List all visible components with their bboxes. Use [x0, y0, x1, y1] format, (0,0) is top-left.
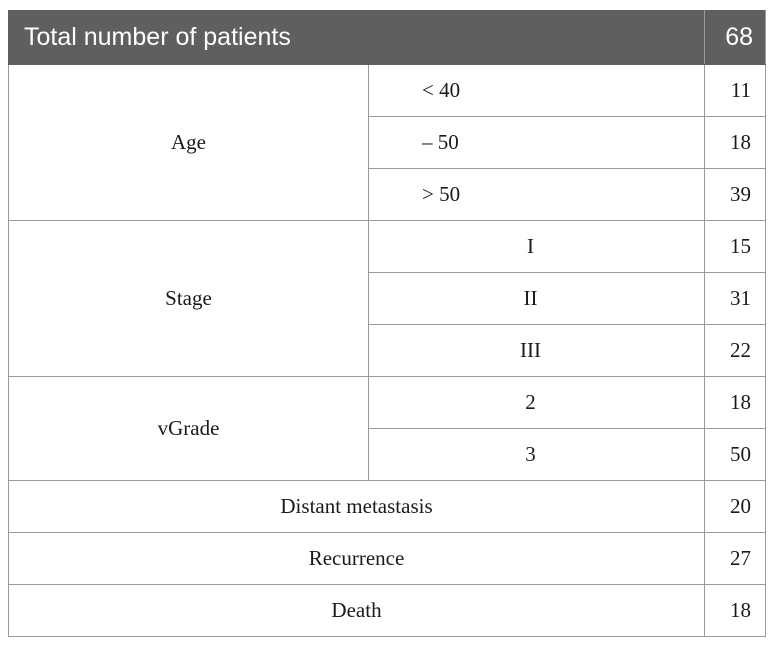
table-row — [9, 65, 766, 117]
header-total-value: 68 — [705, 11, 766, 65]
table-row — [9, 481, 766, 533]
count-value: 50 — [705, 429, 766, 481]
patients-table — [8, 10, 766, 637]
count-value: 18 — [705, 585, 766, 637]
count-value: 11 — [705, 65, 766, 117]
table-header-row — [9, 11, 766, 65]
patients-table-container — [8, 10, 766, 637]
table-row — [9, 585, 766, 637]
subgroup-label: 3 — [369, 429, 705, 481]
group-label-age: Age — [9, 65, 369, 221]
table-row — [9, 533, 766, 585]
row-label-recurrence: Recurrence — [9, 533, 705, 585]
table-row — [9, 221, 766, 273]
count-value: 31 — [705, 273, 766, 325]
count-value: 18 — [705, 117, 766, 169]
count-value: 18 — [705, 377, 766, 429]
group-label-stage: Stage — [9, 221, 369, 377]
group-label-grade: vGrade — [9, 377, 369, 481]
count-value: 22 — [705, 325, 766, 377]
subgroup-label: – 50 — [369, 117, 705, 169]
row-label-death: Death — [9, 585, 705, 637]
subgroup-label: > 50 — [369, 169, 705, 221]
subgroup-label: II — [369, 273, 705, 325]
row-label-distant-metastasis: Distant metastasis — [9, 481, 705, 533]
count-value: 15 — [705, 221, 766, 273]
subgroup-label: III — [369, 325, 705, 377]
count-value: 39 — [705, 169, 766, 221]
subgroup-label: < 40 — [369, 65, 705, 117]
count-value: 20 — [705, 481, 766, 533]
subgroup-label: I — [369, 221, 705, 273]
subgroup-label: 2 — [369, 377, 705, 429]
header-label: Total number of patients — [9, 11, 705, 65]
table-row — [9, 377, 766, 429]
count-value: 27 — [705, 533, 766, 585]
